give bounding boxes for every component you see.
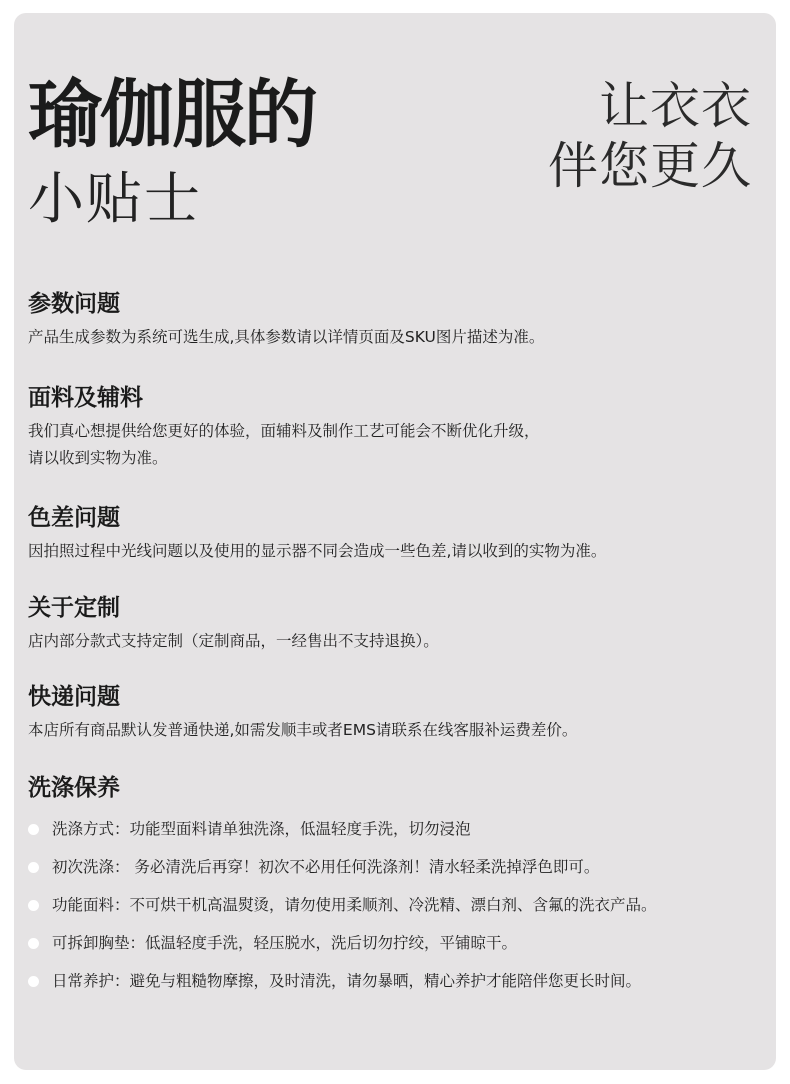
section-title: 洗涤保养	[28, 775, 120, 801]
section-color-difference	[28, 504, 768, 565]
care-item-functional-fabric	[28, 890, 768, 928]
section-customization	[28, 594, 768, 655]
bullet-icon	[28, 900, 39, 911]
care-item-text: 初次洗涤： 务必清洗后再穿！初次不必用任何洗涤剂！清水轻柔洗掉浮色即可。	[52, 858, 600, 876]
bullet-icon	[28, 976, 39, 987]
slogan-line-2: 伴您更久	[548, 137, 752, 195]
care-item-text: 日常养护：避免与粗糙物摩擦，及时清洗，请勿暴晒，精心养护才能陪伴您更长时间。	[52, 972, 642, 990]
bullet-icon	[28, 824, 39, 835]
page-subtitle: 小贴士	[28, 167, 202, 232]
section-text	[28, 418, 768, 472]
care-item-text: 可拆卸胸垫：低温轻度手洗，轻压脱水，洗后切勿拧绞，平铺晾干。	[52, 934, 518, 952]
bullet-icon	[28, 862, 39, 873]
section-title: 快递问题	[28, 684, 120, 710]
slogan	[548, 76, 752, 196]
section-title: 关于定制	[28, 595, 120, 621]
care-item-daily-care	[28, 966, 768, 1004]
section-title: 参数问题	[28, 291, 120, 317]
section-text-line: 我们真心想提供给您更好的体验，面辅料及制作工艺可能会不断优化升级，	[28, 422, 540, 440]
care-item-text: 洗涤方式：功能型面料请单独洗涤，低温轻度手洗，切勿浸泡	[52, 820, 471, 838]
slogan-line-1: 让衣衣	[599, 77, 752, 135]
section-parameters	[28, 290, 768, 351]
section-title: 色差问题	[28, 505, 120, 531]
section-title: 面料及辅料	[28, 385, 143, 411]
section-fabric	[28, 384, 768, 472]
care-item-washing	[28, 814, 768, 852]
care-item-text: 功能面料：不可烘干机高温熨烫，请勿使用柔顺剂、冷洗精、漂白剂、含氟的洗衣产品。	[52, 896, 657, 914]
section-text: 本店所有商品默认发普通快递,如需发顺丰或者EMS请联系在线客服补运费差价。	[28, 721, 578, 739]
page-title: 瑜伽服的	[28, 72, 316, 158]
care-item-first-wash	[28, 852, 768, 890]
section-care	[28, 774, 768, 1004]
section-shipping	[28, 683, 768, 744]
section-text: 店内部分款式支持定制（定制商品，一经售出不支持退换）。	[28, 632, 439, 650]
care-list	[28, 814, 768, 1004]
section-text-line: 请以收到实物为准。	[28, 449, 168, 467]
section-text: 因拍照过程中光线问题以及使用的显示器不同会造成一些色差,请以收到的实物为准。	[28, 542, 607, 560]
bullet-icon	[28, 938, 39, 949]
care-item-removable-pad	[28, 928, 768, 966]
section-text: 产品生成参数为系统可选生成,具体参数请以详情页面及SKU图片描述为准。	[28, 328, 545, 346]
